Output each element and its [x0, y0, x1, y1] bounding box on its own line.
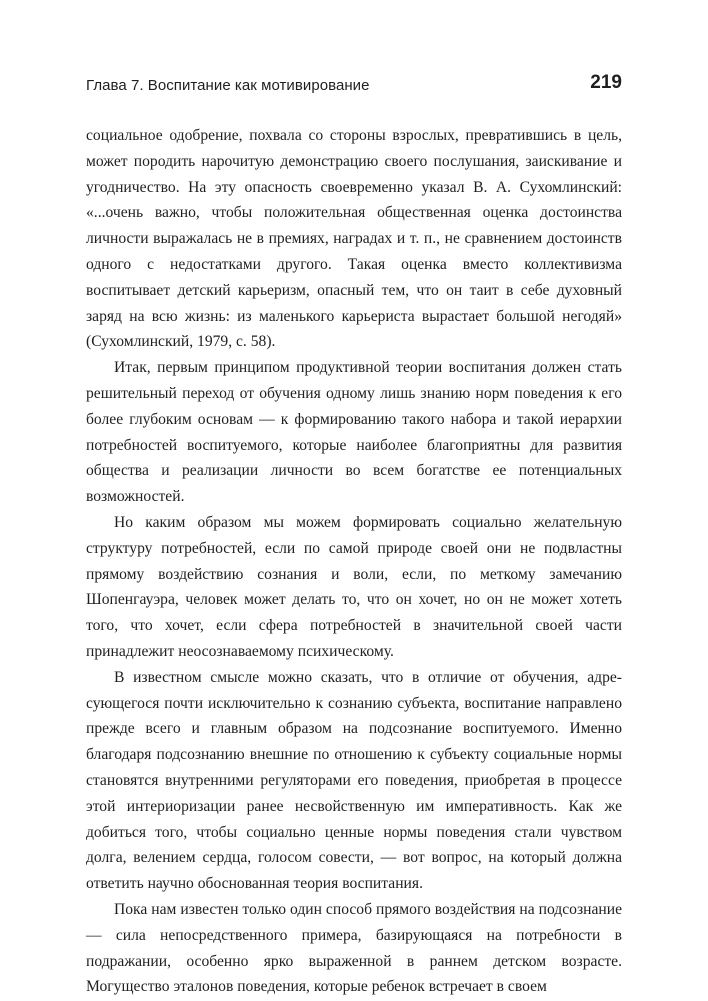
body-text: [86, 123, 622, 1000]
paragraph-2: Итак, первым принципом продуктивной теории воспитания должен стать решительный переход от обучения одному лишь знанию норм поведения к его более глубоким основам — к формированию такого набора и такой иерархии потребностей воспитуемого, которые наиболее благоприятны для развития общества и реализации личности во всем богатстве ее потенциальных возможностей.: [86, 359, 622, 506]
paragraph-3: Но каким образом мы можем формировать социально желательную структуру потребностей, если по самой природе своей они не подвластны прямому воздействию сознания и воли, если, по меткому замечанию Шопенгауэра, человек может делать то, что он хочет, но он не может хотеть того, что хочет, если сфера потребностей в значительной своей части принадлежит неосознаваемому психическому.: [86, 513, 622, 660]
paragraph-5: Пока нам известен только один способ прямого воздействия на подсознание — сила непосредственного примера, базирующаяся на потребности в подражании, особенно ярко выраженной в раннем детском возрасте. Могущество эталонов поведения, которые ребенок встречает в своем: [86, 900, 622, 996]
paragraph-1: социальное одобрение, похвала со стороны взрослых, превратившись в цель, может породить нарочитую демонстрацию своего послушания, заискивание и угодничество. На эту опасность своевременно указал В. А. Сухомлинский: «...очень важно, чтобы положительная общественная оценка достоинства личности выражалась не в премиях, наградах и т. п., не сравнением достоинств одного с недостатками другого. Такая оценка вместо коллективизма воспитывает детский карьеризм, опасный тем, что он таит в себе духовный заряд на всю жизнь: из маленького карьериста вырастает большой негодяй» (Сухомлинский, 1979, с. 58).: [86, 127, 622, 351]
running-head: Глава 7. Воспитание как мотивирование: [86, 77, 370, 94]
page-number: 219: [590, 72, 622, 93]
page-header: [86, 68, 622, 94]
paragraph-4: В известном смысле можно сказать, что в отличие от обучения, адресующегося почти исключительно к сознанию субъекта, воспитание направлено прежде всего и главным образом на подсознание воспитуемого. Именно благодаря подсознанию внешние по отношению к субъекту социальные нормы становятся внутренними регуляторами его поведения, приобретая в процессе этой интериоризации ранее несвойственную им императивность. Как же добиться того, чтобы социально ценные нормы поведения стали чувством долга, велением сердца, голосом совести, — вот вопрос, на который должна ответить научно обоснованная теория воспитания.: [86, 668, 622, 893]
